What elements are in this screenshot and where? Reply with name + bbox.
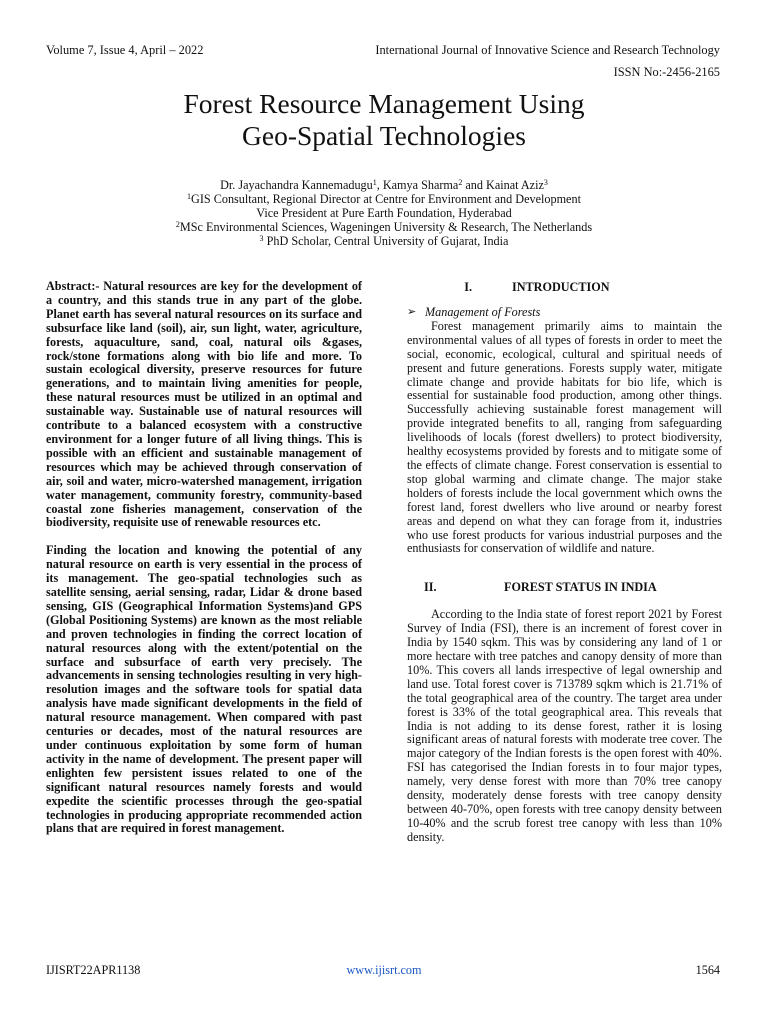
author-list — [0, 178, 768, 192]
affiliation-1b — [0, 206, 768, 220]
subsection-title: Management of Forests — [425, 305, 541, 319]
abstract-paragraph-2: Finding the location and knowing the potential of any natural resource on earth is very essential in the process of its management. The geo-spatial technologies such as satellite sensing, aerial sensing, radar, Lidar & drone based sensing, GIS (Geographical Information Systems)and GPS (Global Positioning Systems) are known as the most reliable and proven technologies in finding the correct location of natural resources along with the extent/potential on the surface and subsurface of earth very precisely. The advancements in sensing technologies resulting in very high-resolution images and the software tools for spatial data analysis have made significant developments in the field of natural resource management. When compared with past centuries or decades, most of the natural resources are under continuous exploitation by some form of human activity in the name of development. The present paper will enlighten few persistent issues related to one of the significant natural resources namely forests and would expedite the scientific processes through the geo-spatial technologies in producing appropriate recommended action plans that are required in forest management. — [46, 543, 362, 836]
section-title: INTRODUCTION — [512, 280, 610, 294]
arrow-bullet-icon: ➢ — [407, 306, 417, 318]
subsection-heading — [407, 306, 722, 320]
affiliation-1 — [0, 192, 768, 206]
affiliation-1-text: GIS Consultant, Regional Director at Centre for Environment and Development — [191, 192, 581, 207]
affiliation-3 — [0, 234, 768, 248]
running-header-journal: International Journal of Innovative Science and Research Technology — [375, 43, 720, 57]
affiliation-2-text: MSc Environmental Sciences, Wageningen University & Research, The Netherlands — [179, 220, 593, 235]
affiliation-1-sup: 1 — [187, 192, 192, 202]
author-1: Dr. Jayachandra Kannemadugu — [220, 178, 373, 192]
abstract-paragraph: Abstract:- Natural resources are key for the development of a country, and this stands true in any part of the globe. Planet earth has several natural resources on its surface and subsurface like land (soil), air, sun light, water, agriculture, forests, aquaculture, sand, coal, natural oils &gases, rock/stone formations along with bio life and more. To sustain ecological diversity, preserve resources for future generations, and to maintain living amenities for people, these natural resources must be utilized in an optimal and sustainable way. Sustainable use of natural resources will contribute to a balanced ecosystem with a constructive environment for a longer future of all living things. This is possible with an efficient and sustainable management of resources which may be achieved through conservation of air, soil and water, micro-watershed management, irrigation water management, community forestry, community-based coastal zone fisheries management, conservation of the biodiversity, requisite use of renewable resources etc. — [46, 279, 362, 530]
title-line-1: Forest Resource Management Using — [183, 88, 585, 119]
author-2-sup: 2 — [458, 178, 463, 187]
section-title: FOREST STATUS IN INDIA — [504, 580, 657, 595]
footer-page-number: 1564 — [695, 963, 720, 977]
footer-paper-id: IJISRT22APR1138 — [46, 963, 141, 977]
introduction-body: Forest management primarily aims to maintain the environmental values of all types of forests in order to meet the social, economic, ecological, cultural and spiritual needs of present and future generations. Forests supply water, mitigate climate change and provide habitats for bio life, which is essential for sustainable food production, among other things. Successfully achieving sustainable forest management will provide integrated benefits to all, ranging from safeguarding livelihoods of locals (forest dwellers) to protect biodiversity, healthy ecosystems provided by forests and to mitigate some of the effects of climate change. Forest conservation is essential to stop global warming and climate change. The major stake holders of forests include the local government which owns the forest land, forest dwellers who live around or nearby forest areas and depend on what they can forage from it, industries who use forest products for various industrial purposes and the enthusiasts for conservation of wildlife and nature. — [407, 318, 722, 556]
author-1-sup: 1 — [372, 178, 377, 187]
author-block — [0, 178, 768, 248]
section-number: II. — [424, 580, 437, 595]
affiliation-3-sup: 3 — [259, 234, 264, 244]
author-sep-2: and — [462, 178, 487, 192]
section-heading-introduction — [407, 280, 722, 294]
affiliation-2 — [0, 220, 768, 234]
author-2: Kamya Sharma — [382, 178, 459, 192]
forest-status-body: According to the India state of forest report 2021 by Forest Survey of India (FSI), there is an increment of forest cover in India by 1540 sqkm. This was by considering any land of 1 or more hectare with tree patches and canopy density of more than 10%. This covers all lands irrespective of legal ownership and land use. Total forest cover is 713789 sqkm which is 21.71% of the total geographical area of the country. The target area under forest is 33% of the total geographical area. This reveals that India is not adding to its dense forest, rather it is losing significant areas of natural forests with moderate tree cover. The major category of the Indian forests is the open forest with 40%. FSI has categorised the Indian forests in to four major types, namely, very dense forest with more than 70% tree canopy density, moderately dense forests with tree canopy density between 40-70%, open forests with tree canopy density between 10-40% and the scrub forest tree canopy with less than 10% density. — [407, 607, 722, 844]
affiliation-1b-text: Vice President at Pure Earth Foundation, Hyderabad — [256, 206, 512, 221]
footer-website-link[interactable]: www.ijisrt.com — [346, 963, 422, 977]
author-sep-1: , — [376, 178, 383, 192]
section-heading-forest-status — [407, 580, 722, 594]
running-header-volume: Volume 7, Issue 4, April – 2022 — [46, 43, 204, 57]
affiliation-3-text: PhD Scholar, Central University of Gujarat, India — [263, 234, 509, 249]
issn-number: ISSN No:-2456-2165 — [613, 65, 720, 79]
left-column — [46, 280, 362, 836]
right-column — [407, 280, 722, 845]
author-3: Kainat Aziz — [486, 178, 544, 192]
title-line-2: Geo-Spatial Technologies — [242, 120, 526, 151]
author-3-sup: 3 — [543, 178, 548, 187]
paper-title — [0, 88, 768, 152]
affiliation-2-sup: 2 — [175, 220, 180, 230]
section-number: I. — [464, 280, 472, 294]
affiliations — [0, 192, 768, 248]
